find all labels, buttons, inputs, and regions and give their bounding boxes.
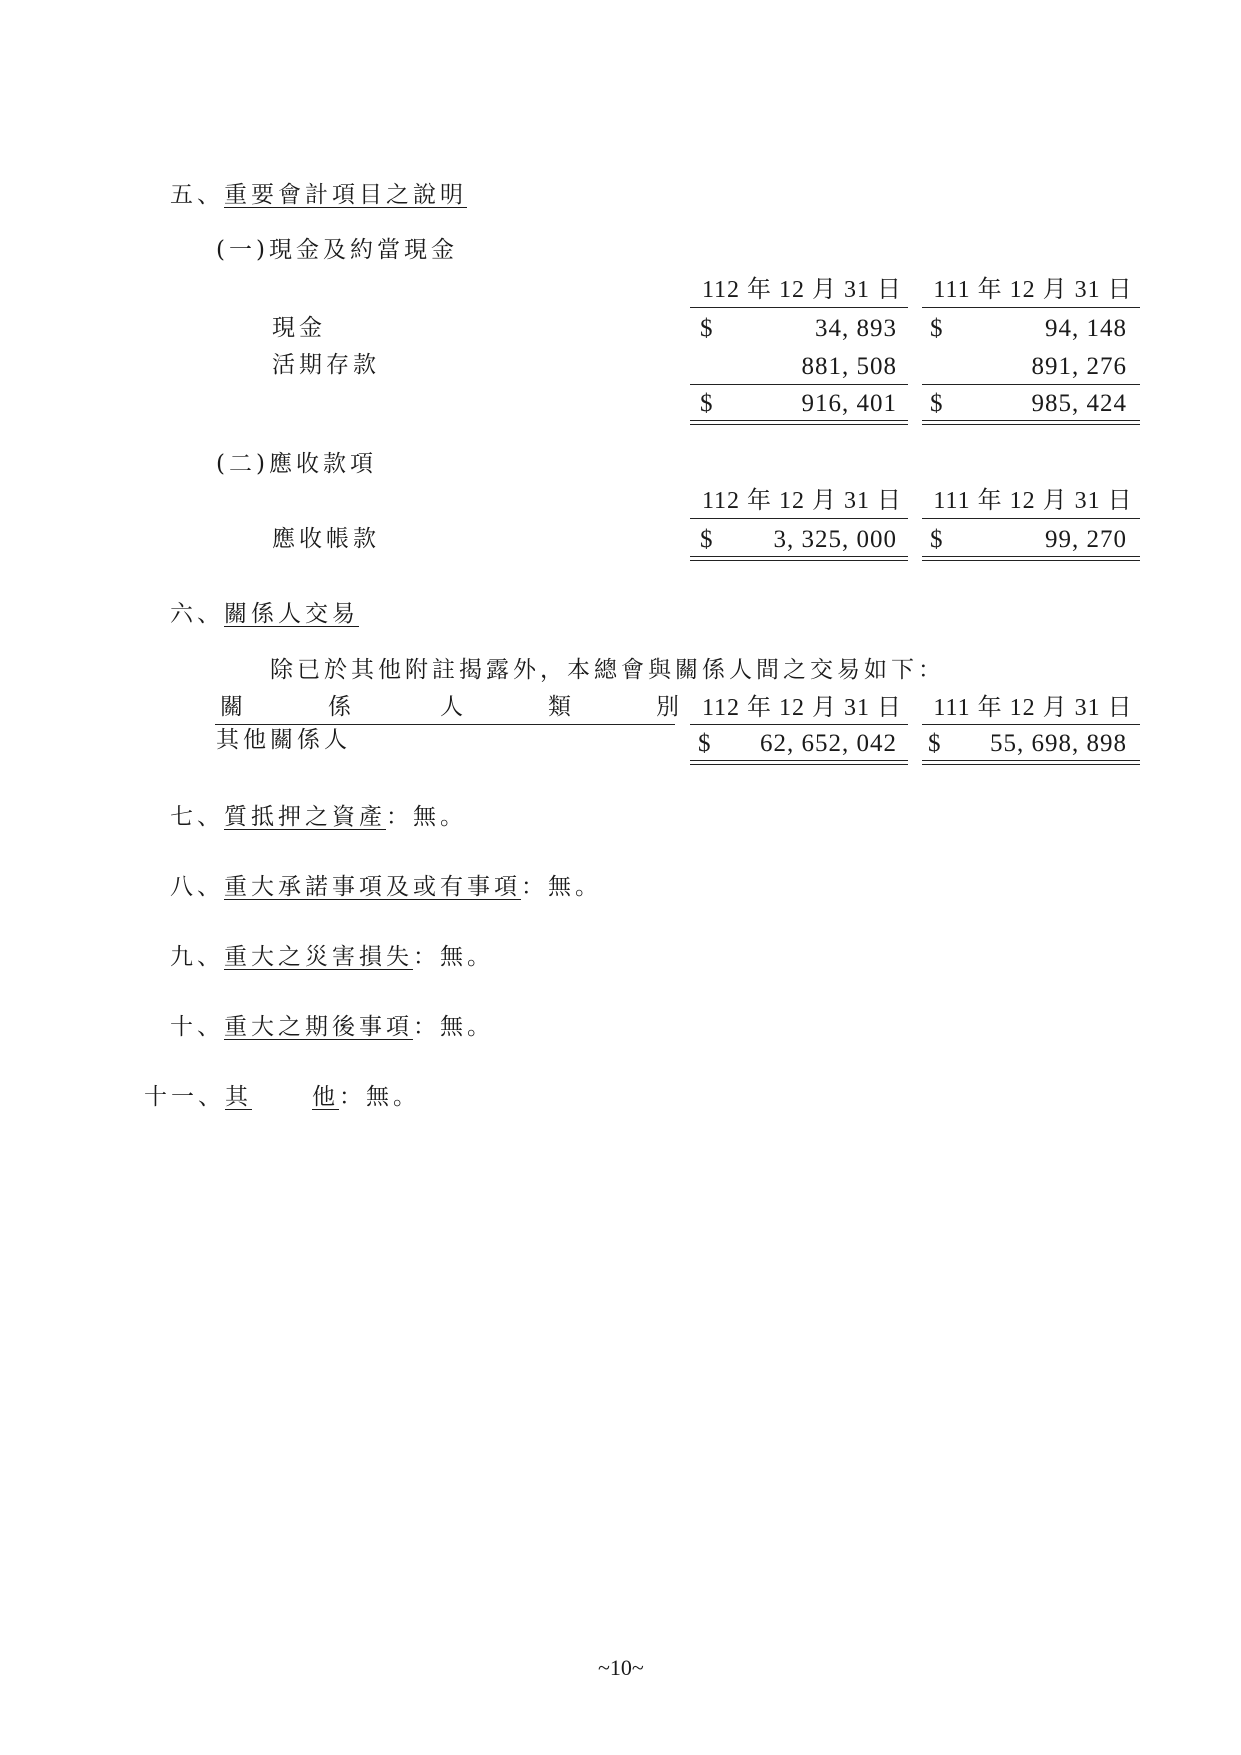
accounts-receivable-2023: 3, 325, 000 (773, 526, 897, 553)
receivables-double-underline-1 (690, 556, 908, 561)
receivables-dollar-1: $ (700, 526, 713, 553)
cash-header-underline-2 (922, 307, 1140, 308)
cash-row-dollar-1: $ (700, 315, 713, 342)
related-party-intro: 除已於其他附註揭露外，本總會與關係人間之交易如下： (270, 657, 945, 683)
section-8-prefix: 八、 (170, 874, 224, 900)
section-10-title: 重大之期後事項 (224, 1014, 413, 1040)
related-party-double-underline-1 (690, 760, 908, 765)
section-8-heading (170, 873, 602, 901)
cash-row-dollar-2: $ (930, 315, 943, 342)
section-11-suffix: ：無。 (339, 1084, 420, 1110)
demand-deposit-row-label: 活期存款 (272, 352, 380, 378)
section-9-prefix: 九、 (170, 944, 224, 970)
cash-row-label: 現金 (272, 315, 326, 341)
section-10-prefix: 十、 (170, 1014, 224, 1040)
related-party-col-2022-header: 111 年 12 月 31 日 (933, 695, 1133, 721)
receivables-col-2023-header: 112 年 12 月 31 日 (701, 488, 903, 514)
subsection-receivables-title: (二)應收款項 (216, 451, 377, 477)
cash-total-2022: 985, 424 (1031, 390, 1127, 417)
related-party-header-char-2: 係 (328, 694, 355, 720)
section-6-heading (170, 600, 359, 628)
section-11-title (225, 1084, 339, 1110)
cash-subtotal-line-1 (690, 384, 908, 385)
related-party-category-underline (215, 724, 675, 725)
other-related-party-label: 其他關係人 (216, 727, 351, 753)
receivables-col-2022-header: 111 年 12 月 31 日 (933, 488, 1133, 514)
related-party-col-2023-header: 112 年 12 月 31 日 (701, 695, 903, 721)
cash-total-dollar-2: $ (930, 390, 943, 417)
cash-col-2022-header: 111 年 12 月 31 日 (933, 277, 1133, 303)
section-10-suffix: ：無。 (413, 1014, 494, 1040)
page-number: ~10~ (598, 1655, 644, 1680)
accounts-receivable-label: 應收帳款 (272, 526, 380, 552)
section-5-heading (170, 181, 467, 209)
section-11-title-part-2: 他 (312, 1084, 339, 1110)
cash-col-2023-header: 112 年 12 月 31 日 (701, 277, 903, 303)
cash-row-value-2023: 34, 893 (815, 315, 897, 342)
section-6-title: 關係人交易 (224, 601, 359, 627)
related-party-header-char-1: 關 (220, 694, 247, 720)
receivables-header-underline-1 (690, 518, 908, 519)
related-party-dollar-2: $ (928, 730, 941, 757)
section-8-suffix: ：無。 (521, 874, 602, 900)
cash-total-double-underline-1 (690, 420, 908, 425)
other-related-party-2023: 62, 652, 042 (760, 730, 897, 757)
related-party-dollar-1: $ (698, 730, 711, 757)
cash-total-2023: 916, 401 (801, 390, 897, 417)
demand-deposit-value-2023: 881, 508 (801, 353, 897, 380)
cash-header-underline-1 (690, 307, 908, 308)
related-party-header-underline-2 (922, 724, 1140, 725)
section-11-title-part-1: 其 (225, 1084, 252, 1110)
related-party-header-char-4: 類 (548, 694, 575, 720)
section-7-prefix: 七、 (170, 804, 224, 830)
cash-row-value-2022: 94, 148 (1045, 315, 1127, 342)
section-9-title: 重大之災害損失 (224, 944, 413, 970)
cash-subtotal-line-2 (922, 384, 1140, 385)
section-11-heading (144, 1083, 420, 1111)
section-10-heading (170, 1013, 494, 1041)
related-party-header-underline-1 (690, 724, 908, 725)
section-5-title: 重要會計項目之說明 (224, 182, 467, 208)
section-9-suffix: ：無。 (413, 944, 494, 970)
receivables-header-underline-2 (922, 518, 1140, 519)
cash-total-double-underline-2 (922, 420, 1140, 425)
related-party-header-char-5: 別 (656, 694, 683, 720)
related-party-double-underline-2 (922, 760, 1140, 765)
section-6-prefix: 六、 (170, 601, 224, 627)
section-5-prefix: 五、 (170, 182, 224, 208)
other-related-party-2022: 55, 698, 898 (990, 730, 1127, 757)
section-8-title: 重大承諾事項及或有事項 (224, 874, 521, 900)
related-party-header-char-3: 人 (440, 694, 467, 720)
section-7-heading (170, 803, 467, 831)
section-7-title: 質抵押之資產 (224, 804, 386, 830)
demand-deposit-value-2022: 891, 276 (1031, 353, 1127, 380)
section-9-heading (170, 943, 494, 971)
cash-total-dollar-1: $ (700, 390, 713, 417)
section-11-prefix: 十一、 (144, 1084, 225, 1110)
receivables-double-underline-2 (922, 556, 1140, 561)
accounts-receivable-2022: 99, 270 (1045, 526, 1127, 553)
subsection-cash-title: (一)現金及約當現金 (216, 237, 458, 263)
section-7-suffix: ：無。 (386, 804, 467, 830)
receivables-dollar-2: $ (930, 526, 943, 553)
